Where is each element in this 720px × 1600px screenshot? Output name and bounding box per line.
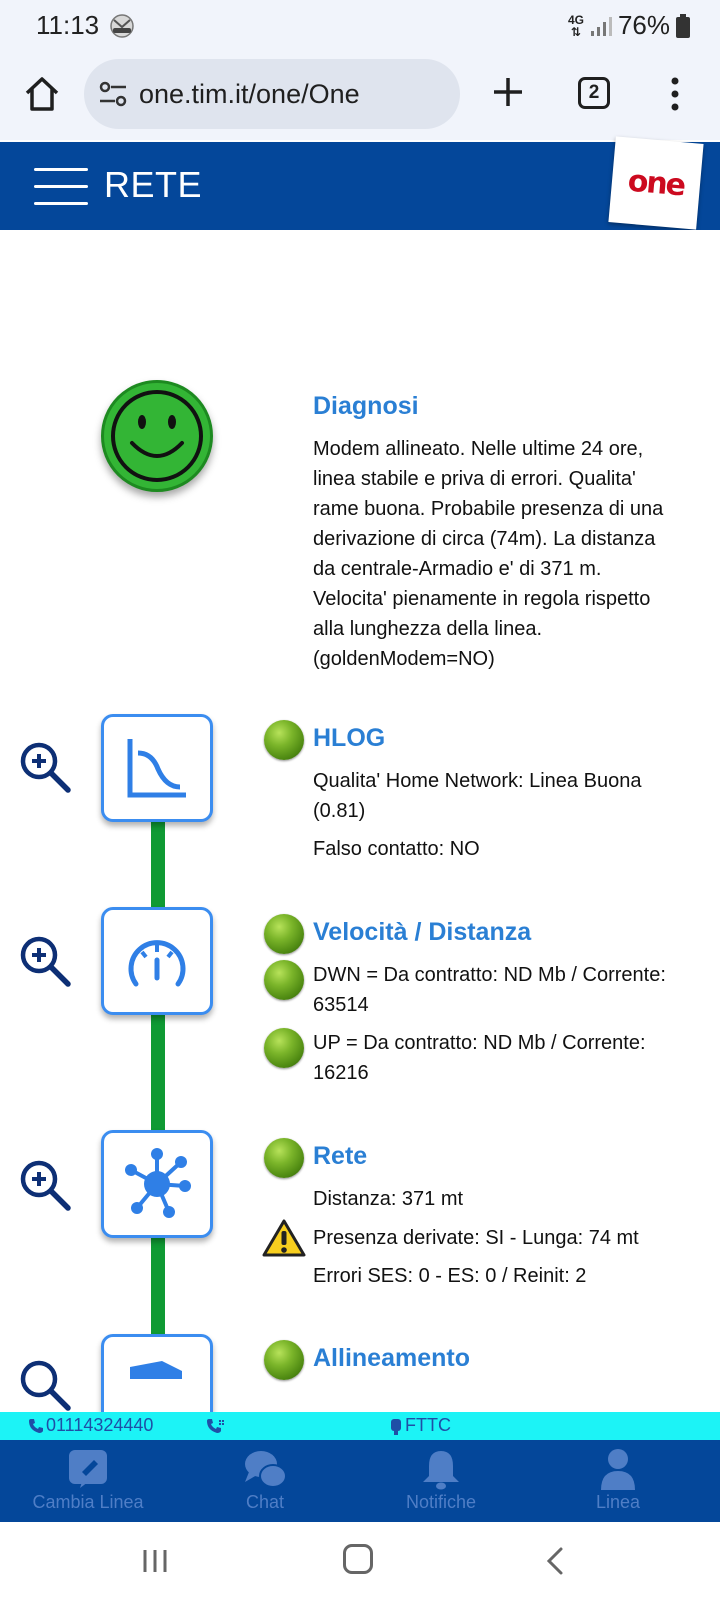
rete-errori: Errori SES: 0 - ES: 0 / Reinit: 2 — [313, 1265, 587, 1287]
speedometer-icon[interactable] — [101, 907, 213, 1015]
hlog-quality-line: Qualita' Home Network: Linea Buona — [313, 770, 642, 792]
diagnosi-line: rame buona. Probabile presenza di una — [313, 498, 664, 520]
status-led-icon — [264, 1138, 304, 1178]
warning-icon — [262, 1218, 306, 1258]
battery-icon — [676, 14, 690, 38]
nav-label: Cambia Linea — [32, 1492, 144, 1512]
status-time: 11:13 — [36, 10, 100, 40]
status-led-icon — [264, 720, 304, 760]
velocita-dwn-line: DWN = Da contratto: ND Mb / Corrente: — [313, 964, 666, 986]
hlog-falso-contatto: Falso contatto: NO — [313, 838, 480, 860]
overflow-menu-icon[interactable] — [660, 74, 690, 114]
battery-percent: 76% — [617, 10, 670, 40]
hamburger-menu-icon[interactable] — [34, 166, 88, 206]
phone-icon — [28, 1418, 44, 1434]
home-button-icon[interactable] — [343, 1544, 373, 1574]
diagnosi-text — [313, 434, 713, 674]
timeline-connector — [151, 1014, 165, 1134]
nav-item-chat[interactable] — [185, 1440, 345, 1522]
diagnosi-line: (goldenModem=NO) — [313, 648, 495, 670]
velocita-title: Velocità / Distanza — [313, 918, 532, 946]
technology-label — [390, 1415, 451, 1436]
network-type-indicator: 4G ⇅ — [567, 12, 584, 39]
velocita-up-line: 16216 — [313, 1062, 369, 1084]
nav-label: Notifiche — [405, 1492, 477, 1512]
tab-switcher-button[interactable]: 2 — [578, 77, 610, 109]
status-led-icon — [264, 1028, 304, 1068]
alignment-icon[interactable] — [101, 1334, 213, 1412]
hlog-chart-icon[interactable] — [101, 714, 213, 822]
timeline-connector — [151, 1238, 165, 1338]
hlog-title: HLOG — [313, 724, 386, 752]
url-text: one.tim.it/one/One — [139, 79, 360, 109]
status-bar — [0, 0, 720, 52]
nav-item-linea[interactable] — [538, 1440, 698, 1522]
phone-number — [28, 1415, 153, 1436]
zoom-in-icon[interactable] — [18, 740, 72, 794]
velocita-dwn — [313, 960, 713, 1020]
status-right — [568, 10, 690, 41]
chat-icon — [243, 1448, 287, 1490]
bell-icon — [419, 1448, 463, 1490]
hlog-quality-line: (0.81) — [313, 800, 366, 822]
technology-text: FTTC — [405, 1415, 451, 1435]
url-field[interactable] — [84, 59, 460, 129]
site-settings-icon[interactable] — [98, 81, 128, 107]
diagnosi-line: alla lunghezza della linea. — [313, 618, 543, 640]
page-title: RETE — [104, 164, 203, 205]
new-tab-icon[interactable] — [488, 72, 528, 112]
diagnosi-line: linea stabile e priva di errori. Qualita' — [313, 468, 636, 490]
diagnosi-line: da centrale-Armadio e' di 371 m. — [313, 558, 602, 580]
rete-distanza: Distanza: 371 mt — [313, 1188, 464, 1210]
system-navigation-bar — [0, 1522, 720, 1600]
notification-app-icon — [108, 14, 136, 38]
fiber-icon — [390, 1417, 402, 1435]
landline-icon — [206, 1417, 226, 1437]
browser-toolbar — [0, 52, 720, 140]
diagnosi-title: Diagnosi — [313, 392, 419, 420]
velocita-up-line: UP = Da contratto: ND Mb / Corrente: — [313, 1032, 646, 1054]
one-logo — [608, 136, 703, 229]
recent-apps-icon[interactable] — [140, 1546, 170, 1576]
nav-item-notifiche[interactable] — [361, 1440, 521, 1522]
app-header — [0, 142, 720, 230]
diagnosi-line: derivazione di circa (74m). La distanza — [313, 528, 656, 550]
status-led-icon — [264, 1340, 304, 1380]
line-info-strip — [0, 1412, 720, 1440]
zoom-in-icon[interactable] — [18, 1158, 72, 1212]
edit-icon — [66, 1448, 110, 1490]
logo-text: one — [626, 163, 686, 203]
content-area[interactable] — [0, 230, 720, 1412]
user-icon — [596, 1448, 640, 1490]
zoom-in-icon[interactable] — [18, 1358, 72, 1412]
smiley-status-icon — [101, 380, 213, 492]
zoom-in-icon[interactable] — [18, 934, 72, 988]
diagnosi-line: Modem allineato. Nelle ultime 24 ore, — [313, 438, 644, 460]
network-hub-icon[interactable] — [101, 1130, 213, 1238]
home-icon[interactable] — [22, 74, 62, 114]
rete-title: Rete — [313, 1142, 368, 1170]
nav-label: Linea — [595, 1492, 641, 1512]
status-led-icon — [264, 960, 304, 1000]
timeline-connector — [151, 820, 165, 910]
back-icon[interactable] — [544, 1546, 566, 1576]
diagnosi-line: Velocita' pienamente in regola rispetto — [313, 588, 651, 610]
phone-number-text: 01114324440 — [46, 1415, 154, 1435]
rete-derivate: Presenza derivate: SI - Lunga: 74 mt — [313, 1227, 639, 1249]
nav-label: Chat — [245, 1492, 285, 1512]
signal-icon — [590, 15, 612, 37]
nav-item-cambia-linea[interactable] — [8, 1440, 168, 1522]
bottom-navigation — [0, 1440, 720, 1522]
hlog-quality — [313, 766, 713, 826]
velocita-dwn-line: 63514 — [313, 994, 369, 1016]
velocita-up — [313, 1028, 713, 1088]
allineamento-title: Allineamento — [313, 1344, 470, 1372]
status-led-icon — [264, 914, 304, 954]
